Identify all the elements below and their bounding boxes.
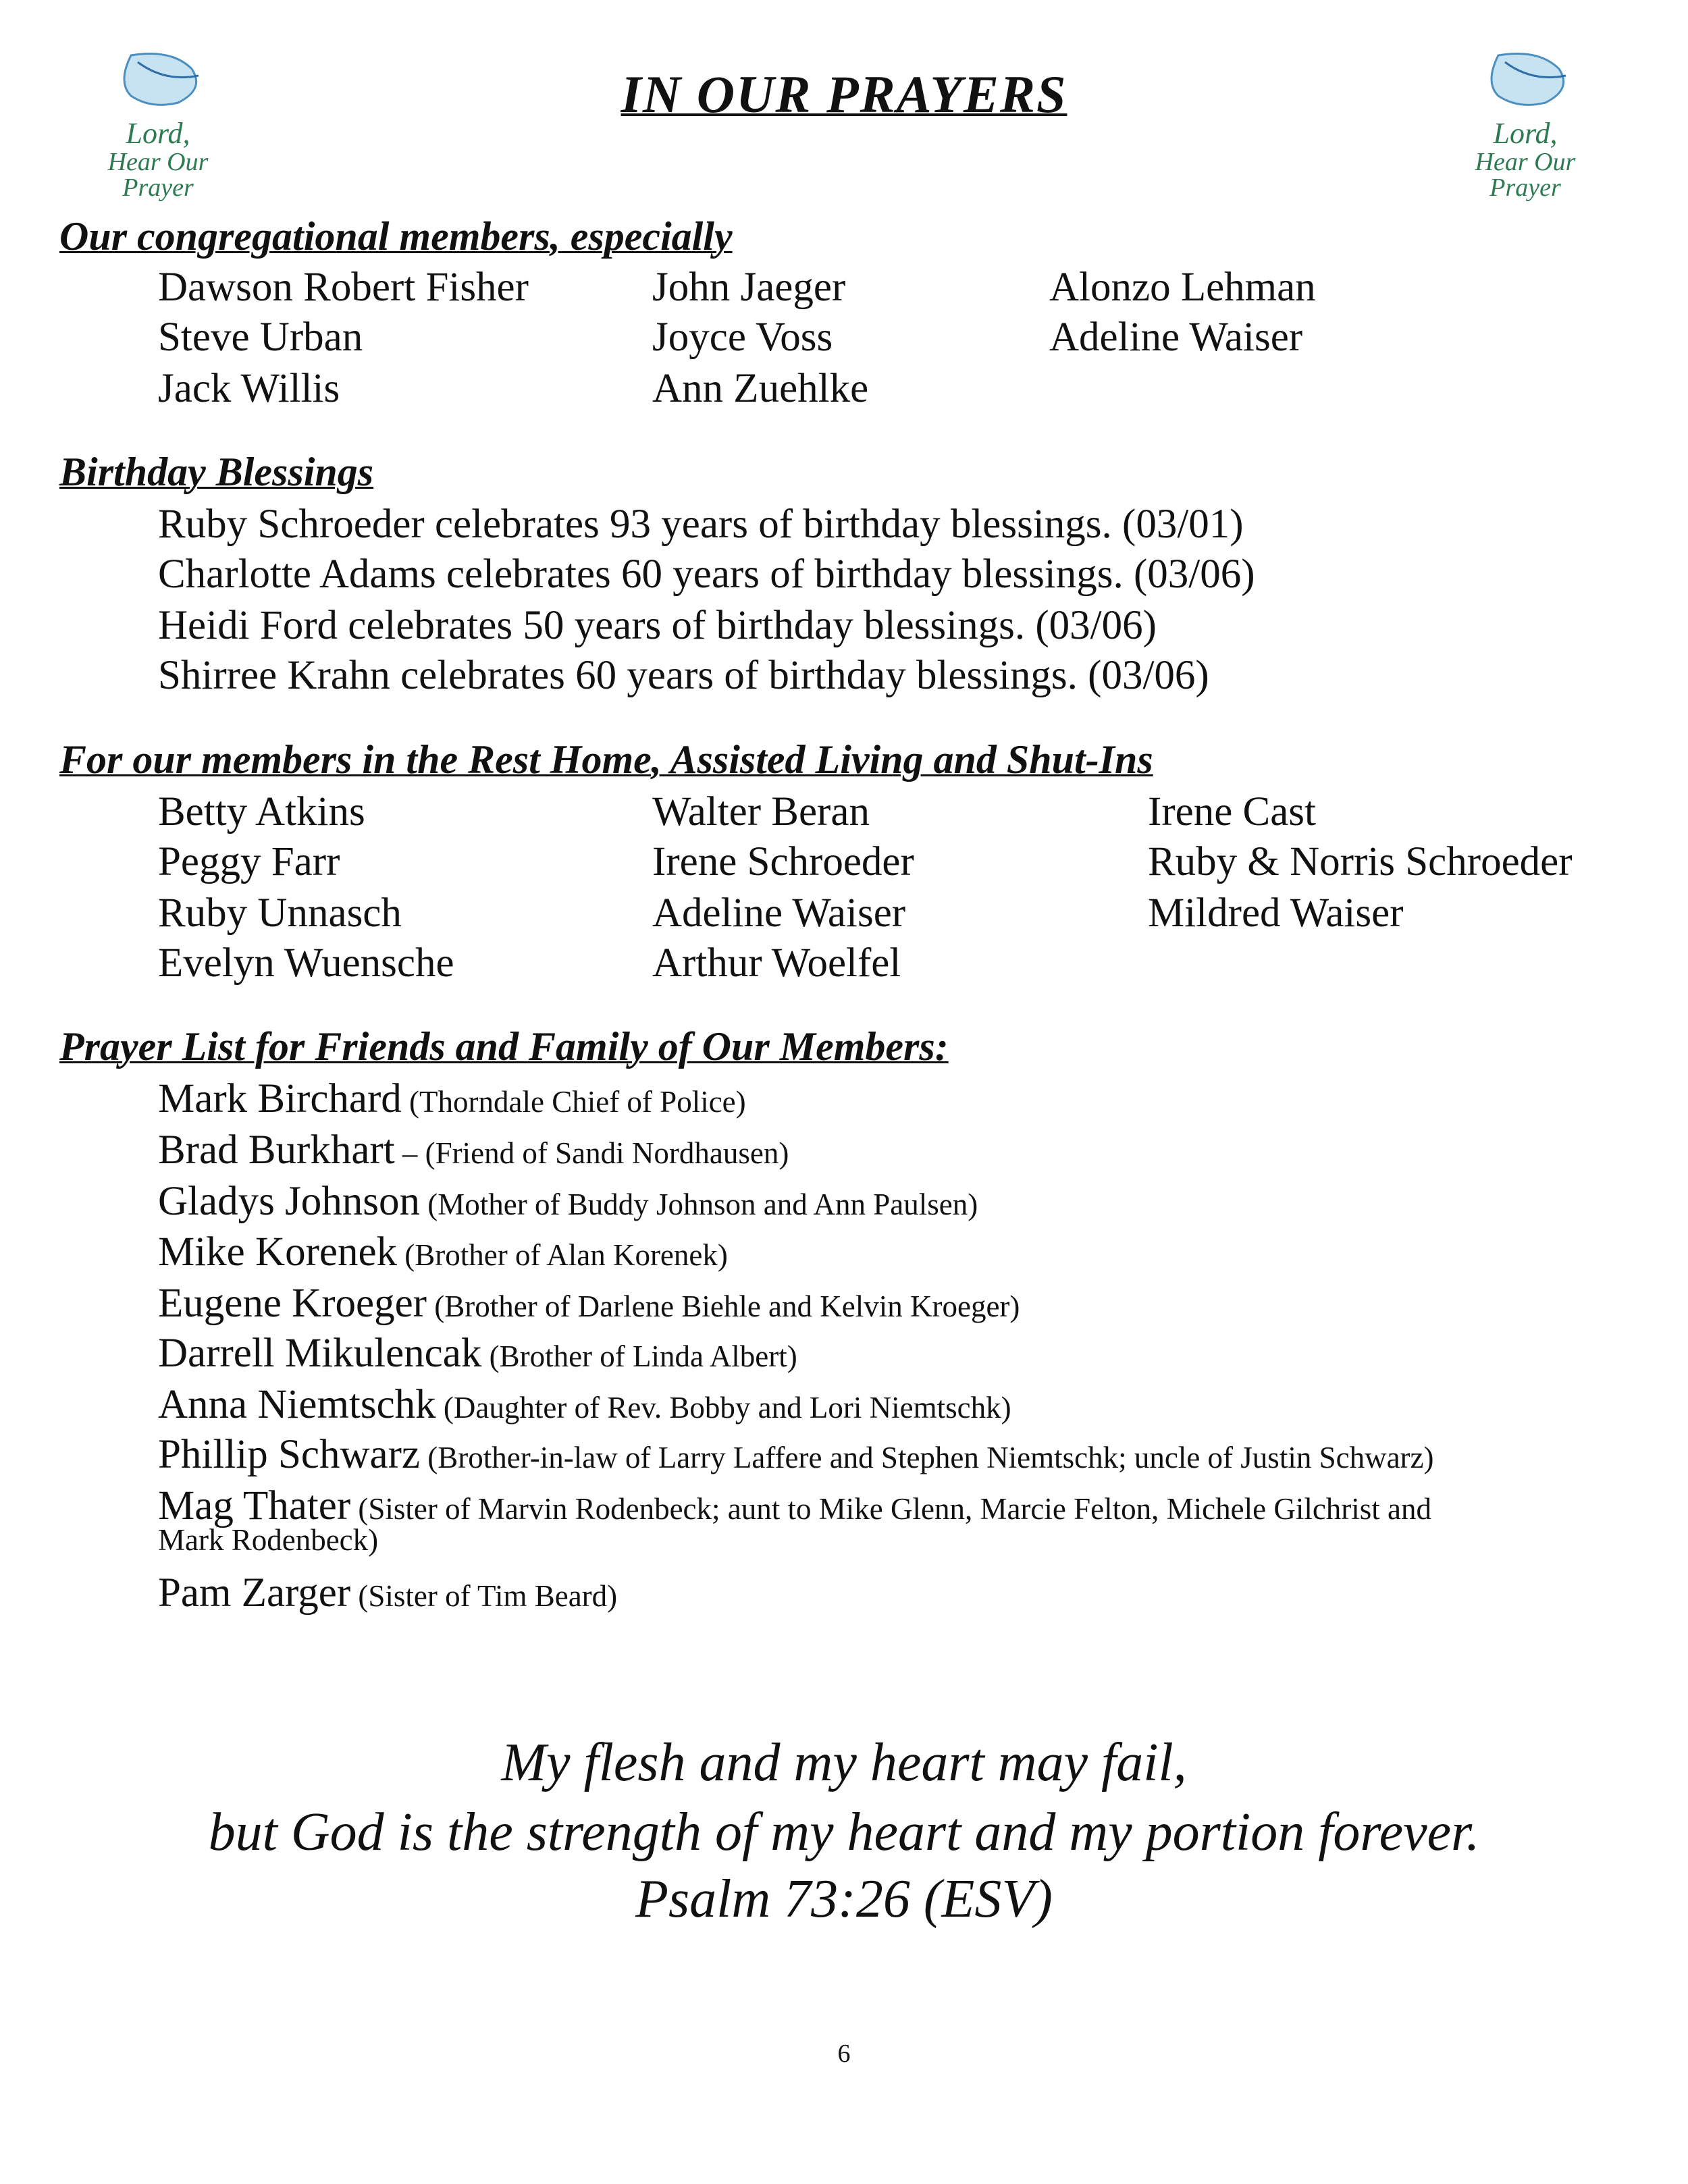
shut-in-name: Irene Schroeder (652, 839, 914, 884)
shut-in-name: Mildred Waiser (1148, 890, 1404, 936)
prayer-item (158, 1073, 746, 1125)
congregational-heading: Our congregational members, especially (59, 214, 733, 259)
prayer-name: Gladys Johnson (158, 1179, 421, 1224)
prayer-relation: (Sister of Marvin Rodenbeck; aunt to Mike Glenn, Marcie Felton, Michele Gilchrist and (350, 1492, 1432, 1526)
birthday-line: Heidi Ford celebrates 50 years of birthday blessings. (03/06) (158, 603, 1157, 648)
prayer-name: Mike Korenek (158, 1229, 398, 1275)
rest-home-heading: For our members in the Rest Home, Assisted Living and Shut-Ins (59, 737, 1153, 782)
birthday-line: Shirree Krahn celebrates 60 years of birthday blessings. (03/06) (158, 653, 1209, 698)
prayer-relation: – (Friend of Sandi Nordhausen) (394, 1136, 789, 1170)
shut-in-name: Ruby & Norris Schroeder (1148, 839, 1573, 884)
svg-text:Prayer: Prayer (1489, 174, 1561, 202)
prayer-item (158, 1278, 1020, 1329)
verse-line: My flesh and my heart may fail, (501, 1733, 1187, 1792)
verse-reference: Psalm 73:26 (ESV) (635, 1869, 1053, 1929)
svg-text:Lord,: Lord, (1493, 117, 1558, 150)
prayer-name: Pam Zarger (158, 1570, 351, 1616)
svg-text:Lord,: Lord, (126, 117, 190, 150)
prayer-item (158, 1328, 797, 1379)
prayer-item (158, 1568, 617, 1619)
birthday-heading: Birthday Blessings (59, 450, 374, 494)
prayer-name: Phillip Schwarz (158, 1432, 420, 1477)
prayer-relation: (Mother of Buddy Johnson and Ann Paulsen) (420, 1188, 978, 1221)
shut-in-name: Evelyn Wuensche (158, 940, 454, 986)
prayer-name: Mark Birchard (158, 1076, 402, 1121)
shut-in-name: Arthur Woelfel (652, 940, 901, 986)
prayer-relation: (Thorndale Chief of Police) (401, 1085, 746, 1119)
prayer-item (158, 1227, 728, 1278)
verse-line: but God is the strength of my heart and my portion forever. (208, 1803, 1480, 1862)
prayer-relation-continued: Mark Rodenbeck) (158, 1523, 379, 1557)
svg-text:Hear Our: Hear Our (1475, 148, 1576, 176)
member-name: Jack Willis (158, 366, 340, 411)
birthday-line: Charlotte Adams celebrates 60 years of birthday blessings. (03/06) (158, 552, 1255, 597)
prayer-list-heading: Prayer List for Friends and Family of Our Members: (59, 1024, 949, 1069)
shut-in-name: Peggy Farr (158, 839, 340, 884)
member-name: Joyce Voss (652, 315, 833, 360)
page-number: 6 (837, 2040, 851, 2068)
prayer-item (158, 1125, 789, 1176)
member-name: Adeline Waiser (1049, 315, 1303, 360)
prayer-relation: (Brother of Alan Korenek) (397, 1238, 728, 1272)
shut-in-name: Adeline Waiser (652, 890, 906, 936)
shut-in-name: Betty Atkins (158, 789, 365, 834)
prayer-relation: (Brother of Darlene Biehle and Kelvin Kroeger) (427, 1289, 1020, 1323)
svg-text:Hear Our: Hear Our (107, 148, 209, 176)
member-name: Alonzo Lehman (1049, 265, 1316, 310)
prayer-item (158, 1176, 978, 1227)
prayer-item (158, 1379, 1011, 1431)
prayer-name: Anna Niemtschk (158, 1382, 436, 1427)
prayer-relation: (Daughter of Rev. Bobby and Lori Niemtschk) (436, 1391, 1011, 1424)
member-name: John Jaeger (652, 265, 846, 310)
prayer-name: Brad Burkhart (158, 1127, 395, 1173)
shut-in-name: Walter Beran (652, 789, 870, 834)
member-name: Ann Zuehlke (652, 366, 869, 411)
prayer-relation: (Brother-in-law of Larry Laffere and Stephen Niemtschk; uncle of Justin Schwarz) (419, 1441, 1434, 1474)
birthday-line: Ruby Schroeder celebrates 93 years of birthday blessings. (03/01) (158, 502, 1244, 547)
prayer-relation: (Sister of Tim Beard) (350, 1579, 618, 1613)
shut-in-name: Ruby Unnasch (158, 890, 402, 936)
prayer-name: Darrell Mikulencak (158, 1331, 482, 1376)
prayer-name: Mag Thater (158, 1483, 351, 1528)
member-name: Dawson Robert Fisher (158, 265, 529, 310)
svg-text:Prayer: Prayer (122, 174, 194, 202)
prayer-item (158, 1429, 1434, 1481)
page-title: IN OUR PRAYERS (621, 65, 1067, 124)
prayer-name: Eugene Kroeger (158, 1281, 427, 1326)
member-name: Steve Urban (158, 315, 363, 360)
shut-in-name: Irene Cast (1148, 789, 1316, 834)
prayer-relation: (Brother of Linda Albert) (481, 1339, 797, 1373)
